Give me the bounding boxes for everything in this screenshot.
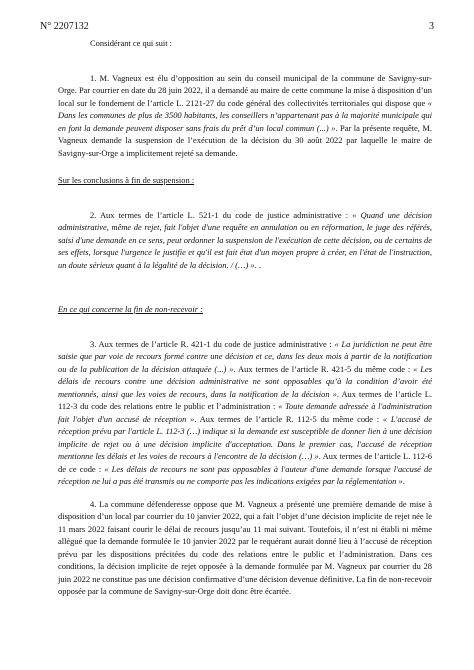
- p3-text-k: .: [402, 476, 405, 486]
- paragraph-2: [58, 209, 432, 272]
- section-heading-fin-de-non-recevoir: En ce qui concerne la fin de non-recevoir :: [58, 304, 203, 314]
- page-number: 3: [429, 21, 434, 32]
- p1-text-a: 1. M. Vagneux est élu d’opposition au sein du conseil municipal de la commune de Savigny-sur-Orge. Par courrier en date du 28 juin 2022, il a demandé au maire de cette commune la mise à disposition d’un local sur le fondement de l’article L. 2121-27 du code général des collectivités territoriales qui dispose que: [58, 72, 432, 108]
- paragraph-1: [58, 72, 432, 160]
- p3-quote-3: « Toute demande adressée à l'administration fait l'objet d'un accusé de réception »: [58, 401, 432, 424]
- section-heading-suspension: Sur les conclusions à fin de suspension :: [58, 175, 195, 185]
- paragraph-4: 4. La commune défenderesse oppose que M. Vagneux a présenté une première demande de mise à disposition d’un local par courrier du 10 janvier 2022, qui a fait l’objet d’une décision implicite de rejet née le 11 mars 2022 faisant courir le délai de recours jusqu’au 11 mai suivant. Toutefois, il n’est ni établi ni même allégué que la demande formulée le 10 janvier 2022 par le requérant aurait donné lieu à l’accusé de réception prévu par les dispositions précitées du code des relations entre le public et l’administration. Dans ces conditions, la décision implicite de rejet opposée à la demande formulée par M. Vagneux par courrier du 28 juin 2022 ne constitue pas une décision confirmative d’une décision devenue définitive. La fin de non-recevoir opposée par la commune de Savigny-sur-Orge doit donc être écartée.: [58, 498, 432, 596]
- p3-text-i: . Aux termes de l’article L. 112-6 de ce code :: [58, 451, 432, 474]
- p3-quote-4: « L'accusé de réception prévu par l'article L. 112-3 (…) indique si la demande est susceptible de donner lien à une décision implicite de rejet ou à une décision implicite d'acceptation. Dans le premier cas, l'accusé de réception mentionne les délais et les voies de recours à l'encontre de la décision (…) »: [58, 413, 433, 461]
- paragraph-3: [58, 338, 432, 488]
- document-body: [58, 37, 432, 598]
- p2-text-c: . .: [254, 259, 261, 270]
- p1-quote: « Dans les communes de plus de 3500 habitants, les conseillers n’appartenant pas à la majorité municipale qui en font la demande peuvent disposer sans frais du prêt d’un local commun (...) »: [58, 97, 432, 133]
- p1-text-c: . Par la présente requête, M. Vagneux demande la suspension de l’exécution de la décision du 30 août 2022 par laquelle le maire de Savigny-sur-Orge a implicitement rejeté sa demande.: [58, 122, 432, 158]
- p2-quote: « Quand une décision administrative, même de rejet, fait l'objet d'une requête en annulation ou en réformation, le juge des référés, saisi d'une demande en ce sens, peut ordonner la suspension de l'exécution de cette décision, ou de certains de ses effets, lorsque l'urgence le justifie et qu'il est fait état d'un moyen propre à créer, en l'état de l'instruction, un doute sérieux quant à la légalité de la décision. / (…) »: [58, 209, 432, 270]
- p3-text-g: . Aux termes de l’article R. 112-5 du même code :: [194, 413, 383, 424]
- p3-quote-1: « La juridiction ne peut être saisie que par voie de recours formé contre une décision et ce, dans les deux mois à partir de la notification ou de la publication de la décision attaquée (...) »: [58, 338, 432, 374]
- page-header: [40, 21, 434, 35]
- p3-text-e: . Aux termes de l’article L. 112-3 du code des relations entre le public et l’administration :: [58, 388, 432, 411]
- case-number: N° 2207132: [40, 21, 89, 32]
- p3-text-a: 3. Aux termes de l’article R. 421-1 du code de justice administrative :: [90, 338, 335, 349]
- intro-line: Considérant ce qui suit :: [90, 38, 173, 48]
- p3-quote-5: « Les délais de recours ne sont pas opposables à l'auteur d'une demande lorsque l'accusé de réception ne lui a pas été transmis ou ne comporte pas les indications exigées par la réglementation »: [58, 463, 432, 486]
- p3-quote-2: « Les délais de recours contre une décision administrative ne sont opposables qu’à la condition d’avoir été mentionnés, ainsi que les voies de recours, dans la notification de la décision »: [58, 363, 432, 399]
- p2-text-a: 2. Aux termes de l’article L. 521-1 du code de justice administrative :: [90, 209, 353, 220]
- p3-text-c: . Aux termes de l’article R. 421-5 du même code :: [233, 363, 414, 374]
